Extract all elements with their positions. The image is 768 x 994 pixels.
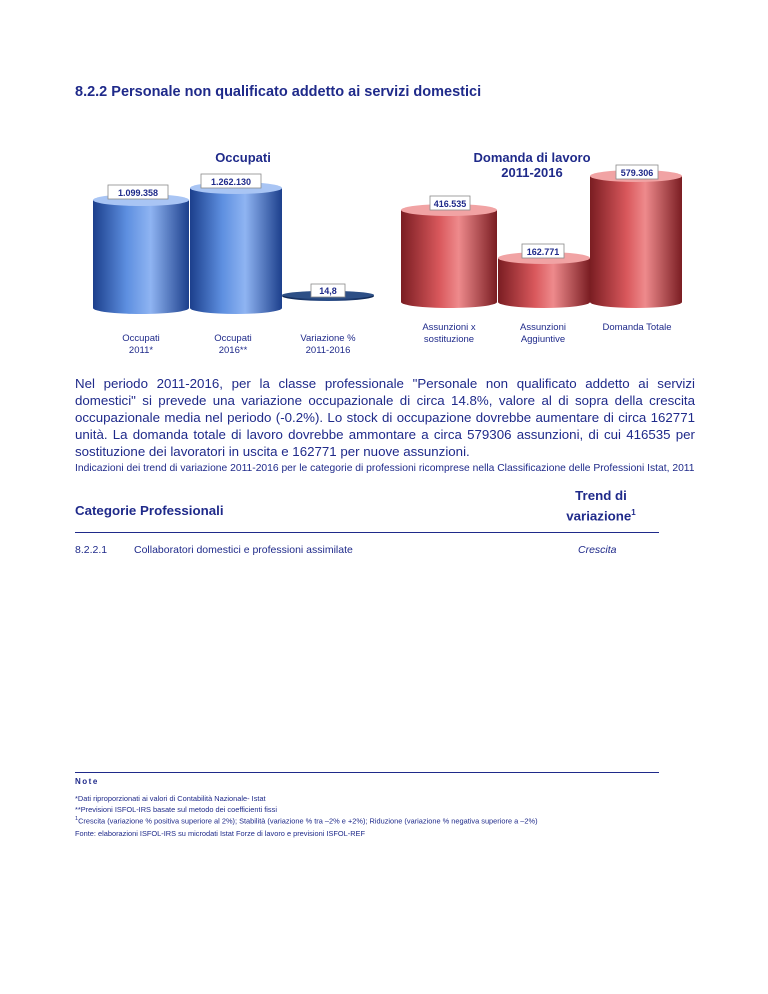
chart2-bar-0-label: 416.535 (433, 199, 467, 209)
chart2-bar-1-label: 162.771 (526, 247, 560, 257)
chart2-bar-1-body (498, 258, 590, 308)
chart2-category-1-line2: Aggiuntive (520, 334, 566, 345)
chart2-title-line1: Domanda di lavoro (473, 150, 591, 165)
table-row-trend: Crescita (578, 544, 617, 556)
chart1-bar-1 (190, 174, 282, 314)
chart1-title: Occupati (215, 150, 271, 165)
table-row-code: 8.2.2.1 (75, 544, 108, 556)
note-3-text: Crescita (variazione % positiva superiore al 2%); Stabilità (variazione % tra –2% e +2%); Riduzione (variazione % negativa superiore a –2%) (78, 816, 538, 826)
notes-title: Note (75, 777, 99, 786)
chart1-category-1-line2: 2016** (218, 345, 248, 356)
column-header-trend (556, 487, 646, 524)
chart2-bar-0-body (401, 210, 497, 308)
chart1-category-1-line1: Occupati (214, 333, 252, 344)
chart2-bar-0 (401, 196, 497, 308)
note-1: *Dati riproporzionati ai valori di Contabilità Nazionale- Istat (75, 794, 266, 803)
chart1-bar-2-label: 14,8 (319, 286, 337, 296)
section-heading: 8.2.2 Personale non qualificato addetto ai servizi domestici (75, 84, 482, 100)
table-header-rule (75, 532, 659, 533)
chart2-category-0-line2: sostituzione (423, 334, 475, 345)
chart2-category-1-line1: Assunzioni (520, 322, 566, 333)
note-3-marker: 1 (75, 816, 79, 822)
note-3 (75, 816, 538, 825)
trend-header-word: variazione (566, 508, 632, 524)
chart1-bar-0 (93, 185, 189, 314)
notes-rule (75, 772, 659, 773)
trend-header-line1: Trend di (575, 488, 627, 503)
chart1-category-0-line2: 2011* (128, 345, 154, 356)
chart2-bar-2-body (590, 176, 682, 308)
chart1-bar-0-label: 1.099.358 (117, 188, 159, 198)
note-4: Fonte: elaborazioni ISFOL-IRS su microdati Istat Forze di lavoro e previsioni ISFOL-REF (75, 829, 365, 838)
chart1-bar-1-label: 1.262.130 (210, 177, 252, 187)
note-2: **Previsioni ISFOL-IRS basate sul metodo dei coefficienti fissi (75, 805, 277, 814)
table-row-label: Collaboratori domestici e professioni assimilate (134, 544, 353, 556)
charts-area (0, 0, 768, 370)
column-header-category: Categorie Professionali (75, 503, 224, 518)
chart2-bar-2 (590, 165, 682, 308)
chart2-title-line2: 2011-2016 (501, 165, 563, 180)
table-intro: Indicazioni dei trend di variazione 2011-2016 per le categorie di professioni ricomprese nella Classificazione delle Professioni Istat, 2011 (75, 463, 695, 474)
chart1-bar-1-body (190, 188, 282, 314)
chart1-category-2-line2: 2011-2016 (305, 345, 351, 356)
chart2-bar-1 (498, 244, 590, 308)
chart1-bar-0-body (93, 200, 189, 314)
chart1-category-2-line1: Variazione % (300, 333, 356, 344)
trend-header-line2 (556, 504, 646, 524)
chart1-category-0-line1: Occupati (122, 333, 160, 344)
chart2-category-2: Domanda Totale (602, 322, 672, 333)
description-paragraph: Nel periodo 2011-2016, per la classe professionale "Personale non qualificato addetto ai servizi domestici" si prevede una variazione occupazionale di circa 14.8%, valore al di sopra della crescita occupazionale media nel periodo (-0.2%). Lo stock di occupazione dovrebbe aumentare di circa 162771 unità. La domanda totale di lavoro dovrebbe ammontare a circa 579306 assunzioni, di cui 416535 per sostituzione dei lavoratori in uscita e 162771 per nuove assunzioni. (75, 376, 695, 459)
trend-header-footnote-marker: 1 (631, 508, 636, 517)
chart2-category-0-line1: Assunzioni x (422, 322, 476, 333)
chart2-bar-2-label: 579.306 (620, 168, 654, 178)
chart1-bar-2 (282, 284, 374, 301)
